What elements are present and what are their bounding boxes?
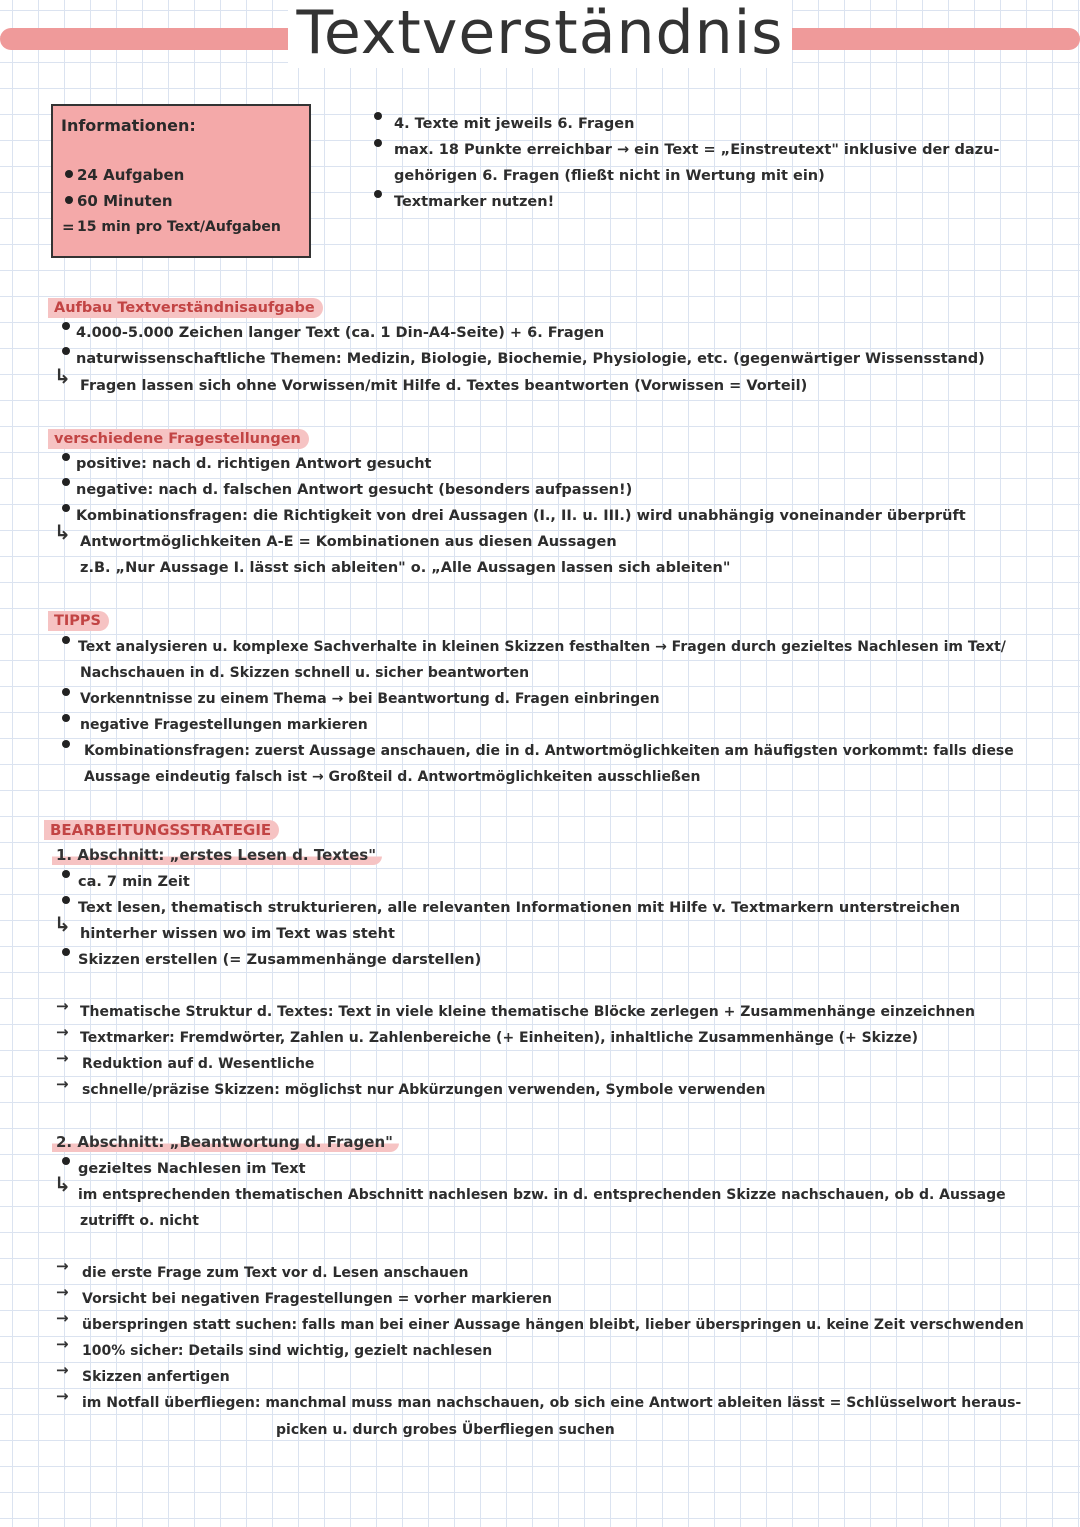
- arrow-icon: →: [56, 997, 69, 1015]
- bullet-icon: [62, 688, 70, 696]
- list-item: im entsprechenden thematischen Abschnitt nachlesen bzw. in d. entsprechenden Skizze nachschauen, ob d. Aussage: [78, 1187, 1006, 1203]
- info-item: 24 Aufgaben: [77, 166, 185, 184]
- list-item: gezieltes Nachlesen im Text: [78, 1161, 306, 1177]
- bullet-icon: [62, 714, 70, 722]
- arrow-item: schnelle/präzise Skizzen: möglichst nur Abkürzungen verwenden, Symbole verwenden: [82, 1082, 766, 1098]
- bullet-icon: [62, 948, 70, 956]
- equals-icon: =: [62, 218, 75, 236]
- list-item: 4.000-5.000 Zeichen langer Text (ca. 1 Din-A4-Seite) + 6. Fragen: [76, 325, 605, 341]
- arrow-icon: →: [56, 1283, 69, 1301]
- arrow-item: Skizzen anfertigen: [82, 1369, 230, 1385]
- hook-arrow-icon: ↳: [54, 520, 71, 544]
- info-box: [51, 104, 311, 258]
- bullet-icon: [62, 740, 70, 748]
- arrow-icon: →: [56, 1075, 69, 1093]
- list-item: naturwissenschaftliche Themen: Medizin, Biologie, Biochemie, Physiologie, etc. (gegenwärtiger Wissensstand): [76, 351, 985, 367]
- hook-arrow-icon: ↳: [54, 364, 71, 388]
- info-item: 15 min pro Text/Aufgaben: [77, 219, 281, 235]
- arrow-item: Textmarker: Fremdwörter, Zahlen u. Zahlenbereiche (+ Einheiten), inhaltliche Zusammenhänge (+ Skizze): [80, 1030, 918, 1046]
- subsection-heading-abschnitt-1: 1. Abschnitt: „erstes Lesen d. Textes": [52, 846, 382, 865]
- arrow-icon: →: [56, 1361, 69, 1379]
- arrow-icon: →: [56, 1257, 69, 1275]
- arrow-item: die erste Frage zum Text vor d. Lesen anschauen: [82, 1265, 469, 1281]
- list-item: Kombinationsfragen: zuerst Aussage anschauen, die in d. Antwortmöglichkeiten am häufigsten vorkommt: falls diese: [84, 743, 1014, 759]
- bullet-icon: [62, 636, 70, 644]
- bullet-icon: [62, 870, 70, 878]
- list-item: z.B. „Nur Aussage I. lässt sich ableiten" o. „Alle Aussagen lassen sich ableiten": [80, 560, 731, 576]
- list-item: negative Fragestellungen markieren: [80, 717, 368, 733]
- bullet-icon: [62, 504, 70, 512]
- bullet-icon: [65, 196, 73, 204]
- list-item: Kombinationsfragen: die Richtigkeit von drei Aussagen (I., II. u. III.) wird unabhängig voneinander überprüft: [76, 508, 966, 524]
- list-item: Text lesen, thematisch strukturieren, alle relevanten Informationen mit Hilfe v. Textmarkern unterstreichen: [78, 900, 961, 916]
- bullet-icon: [374, 190, 382, 198]
- list-item: Fragen lassen sich ohne Vorwissen/mit Hilfe d. Textes beantworten (Vorwissen = Vorteil): [80, 378, 808, 394]
- page-title: Textverständnis: [0, 0, 1080, 68]
- bullet-icon: [65, 170, 73, 178]
- arrow-icon: →: [56, 1309, 69, 1327]
- bullet-icon: [62, 347, 70, 355]
- section-heading-aufbau: Aufbau Textverständnisaufgabe: [48, 298, 323, 318]
- bullet-icon: [62, 453, 70, 461]
- list-item: Text analysieren u. komplexe Sachverhalte in kleinen Skizzen festhalten → Fragen durch gezieltes Nachlesen im Text/: [78, 639, 1006, 655]
- arrow-item: Thematische Struktur d. Textes: Text in viele kleine thematische Blöcke zerlegen + Zusammenhänge einzeichnen: [80, 1004, 975, 1020]
- bullet-icon: [62, 1157, 70, 1165]
- bullet-icon: [62, 322, 70, 330]
- intro-point: 4. Texte mit jeweils 6. Fragen: [394, 116, 635, 132]
- arrow-icon: →: [56, 1023, 69, 1041]
- bullet-icon: [62, 478, 70, 486]
- list-item: zutrifft o. nicht: [80, 1213, 199, 1229]
- info-item: 60 Minuten: [77, 192, 173, 210]
- section-heading-strategie: BEARBEITUNGSSTRATEGIE: [44, 820, 279, 840]
- arrow-icon: →: [56, 1387, 69, 1405]
- intro-point: gehörigen 6. Fragen (fließt nicht in Wertung mit ein): [394, 168, 825, 184]
- arrow-item: im Notfall überfliegen: manchmal muss man nachschauen, ob sich eine Antwort ableiten lässt = Schlüsselwort heraus-: [82, 1395, 1022, 1411]
- subsection-heading-abschnitt-2: 2. Abschnitt: „Beantwortung d. Fragen": [52, 1133, 399, 1152]
- intro-point: max. 18 Punkte erreichbar → ein Text = „Einstreutext" inklusive der dazu-: [394, 142, 1000, 158]
- list-item: Nachschauen in d. Skizzen schnell u. sicher beantworten: [80, 665, 530, 681]
- arrow-icon: →: [56, 1049, 69, 1067]
- list-item: positive: nach d. richtigen Antwort gesucht: [76, 456, 432, 472]
- arrow-icon: →: [56, 1335, 69, 1353]
- list-item: Vorkenntnisse zu einem Thema → bei Beantwortung d. Fragen einbringen: [80, 691, 660, 707]
- bullet-icon: [374, 112, 382, 120]
- arrow-item: Reduktion auf d. Wesentliche: [82, 1056, 315, 1072]
- arrow-item: überspringen statt suchen: falls man bei einer Aussage hängen bleibt, lieber überspringen u. keine Zeit verschwenden: [82, 1317, 1024, 1333]
- hook-arrow-icon: ↳: [54, 1172, 71, 1196]
- hook-arrow-icon: ↳: [54, 912, 71, 936]
- arrow-item: Vorsicht bei negativen Fragestellungen = vorher markieren: [82, 1291, 552, 1307]
- arrow-item: 100% sicher: Details sind wichtig, gezielt nachlesen: [82, 1343, 493, 1359]
- bullet-icon: [62, 896, 70, 904]
- list-item: Antwortmöglichkeiten A-E = Kombinationen aus diesen Aussagen: [80, 534, 617, 550]
- arrow-item: picken u. durch grobes Überfliegen suchen: [276, 1422, 615, 1438]
- list-item: ca. 7 min Zeit: [78, 874, 190, 890]
- section-heading-fragestellungen: verschiedene Fragestellungen: [48, 429, 309, 449]
- section-heading-tipps: TIPPS: [48, 611, 109, 631]
- list-item: Skizzen erstellen (= Zusammenhänge darstellen): [78, 952, 482, 968]
- list-item: Aussage eindeutig falsch ist → Großteil d. Antwortmöglichkeiten ausschließen: [84, 769, 701, 785]
- list-item: hinterher wissen wo im Text was steht: [80, 926, 395, 942]
- intro-point: Textmarker nutzen!: [394, 194, 555, 210]
- bullet-icon: [374, 139, 382, 147]
- info-box-heading: Informationen:: [61, 116, 196, 135]
- list-item: negative: nach d. falschen Antwort gesucht (besonders aufpassen!): [76, 482, 633, 498]
